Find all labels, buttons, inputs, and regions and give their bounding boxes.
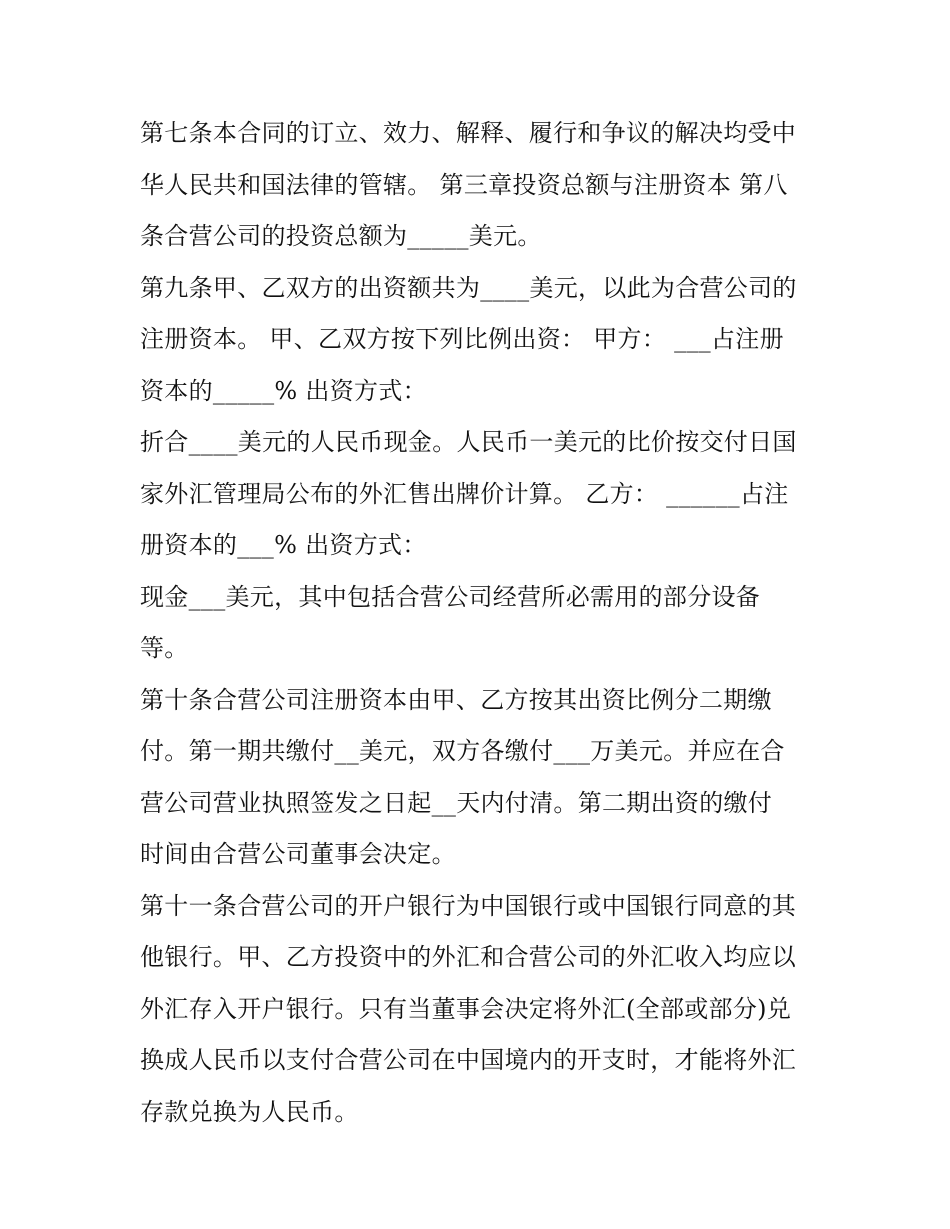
text-line: 外汇存入开户银行。只有当董事会决定将外汇(全部或部分)兑 — [140, 994, 792, 1023]
text-line: 存款兑换为人民币。 — [140, 1097, 359, 1126]
paragraph-article-10 — [140, 675, 820, 881]
document-body — [140, 108, 820, 1138]
text-line: 家外汇管理局公布的外汇售出牌价计算。 乙方： ______占注 — [140, 479, 789, 508]
text-line: 营公司营业执照签发之日起__天内付清。第二期出资的缴付 — [140, 788, 773, 817]
paragraph-article-9-party-a — [140, 417, 820, 572]
text-line: 注册资本。 甲、乙双方按下列比例出资： 甲方： ___占注册 — [140, 325, 784, 353]
text-line: 付。第一期共缴付__美元，双方各缴付___万美元。并应在合 — [140, 737, 785, 765]
text-line: 换成人民币以支付合营公司在中国境内的开支时，才能将外汇 — [140, 1046, 797, 1074]
text-line: 等。 — [140, 634, 189, 662]
text-line: 折合____美元的人民币现金。人民币一美元的比价按交付日国 — [140, 428, 797, 456]
text-line: 条合营公司的投资总额为_____美元。 — [140, 222, 542, 250]
paragraph-article-11 — [140, 881, 820, 1139]
text-line: 第七条本合同的订立、效力、解释、履行和争议的解决均受中 — [140, 119, 797, 147]
text-line: 册资本的___% 出资方式： — [140, 531, 427, 559]
text-line: 现金___美元，其中包括合营公司经营所必需用的部分设备 — [140, 582, 761, 611]
text-line: 第九条甲、乙双方的出资额共为____美元，以此为合营公司的 — [140, 273, 797, 302]
text-line: 他银行。甲、乙方投资中的外汇和合营公司的外汇收入均应以 — [140, 943, 797, 971]
text-line: 第十条合营公司注册资本由甲、乙方按其出资比例分二期缴 — [140, 685, 772, 714]
text-line: 时间由合营公司董事会决定。 — [140, 840, 456, 868]
text-line: 华人民共和国法律的管辖。 第三章投资总额与注册资本 第八 — [140, 170, 788, 199]
text-line: 第十一条合营公司的开户银行为中国银行或中国银行同意的其 — [140, 891, 797, 920]
paragraph-article-7-8 — [140, 108, 820, 263]
text-line: 资本的_____% 出资方式： — [140, 376, 427, 405]
paragraph-article-9-party-b — [140, 572, 820, 675]
paragraph-article-9 — [140, 263, 820, 418]
